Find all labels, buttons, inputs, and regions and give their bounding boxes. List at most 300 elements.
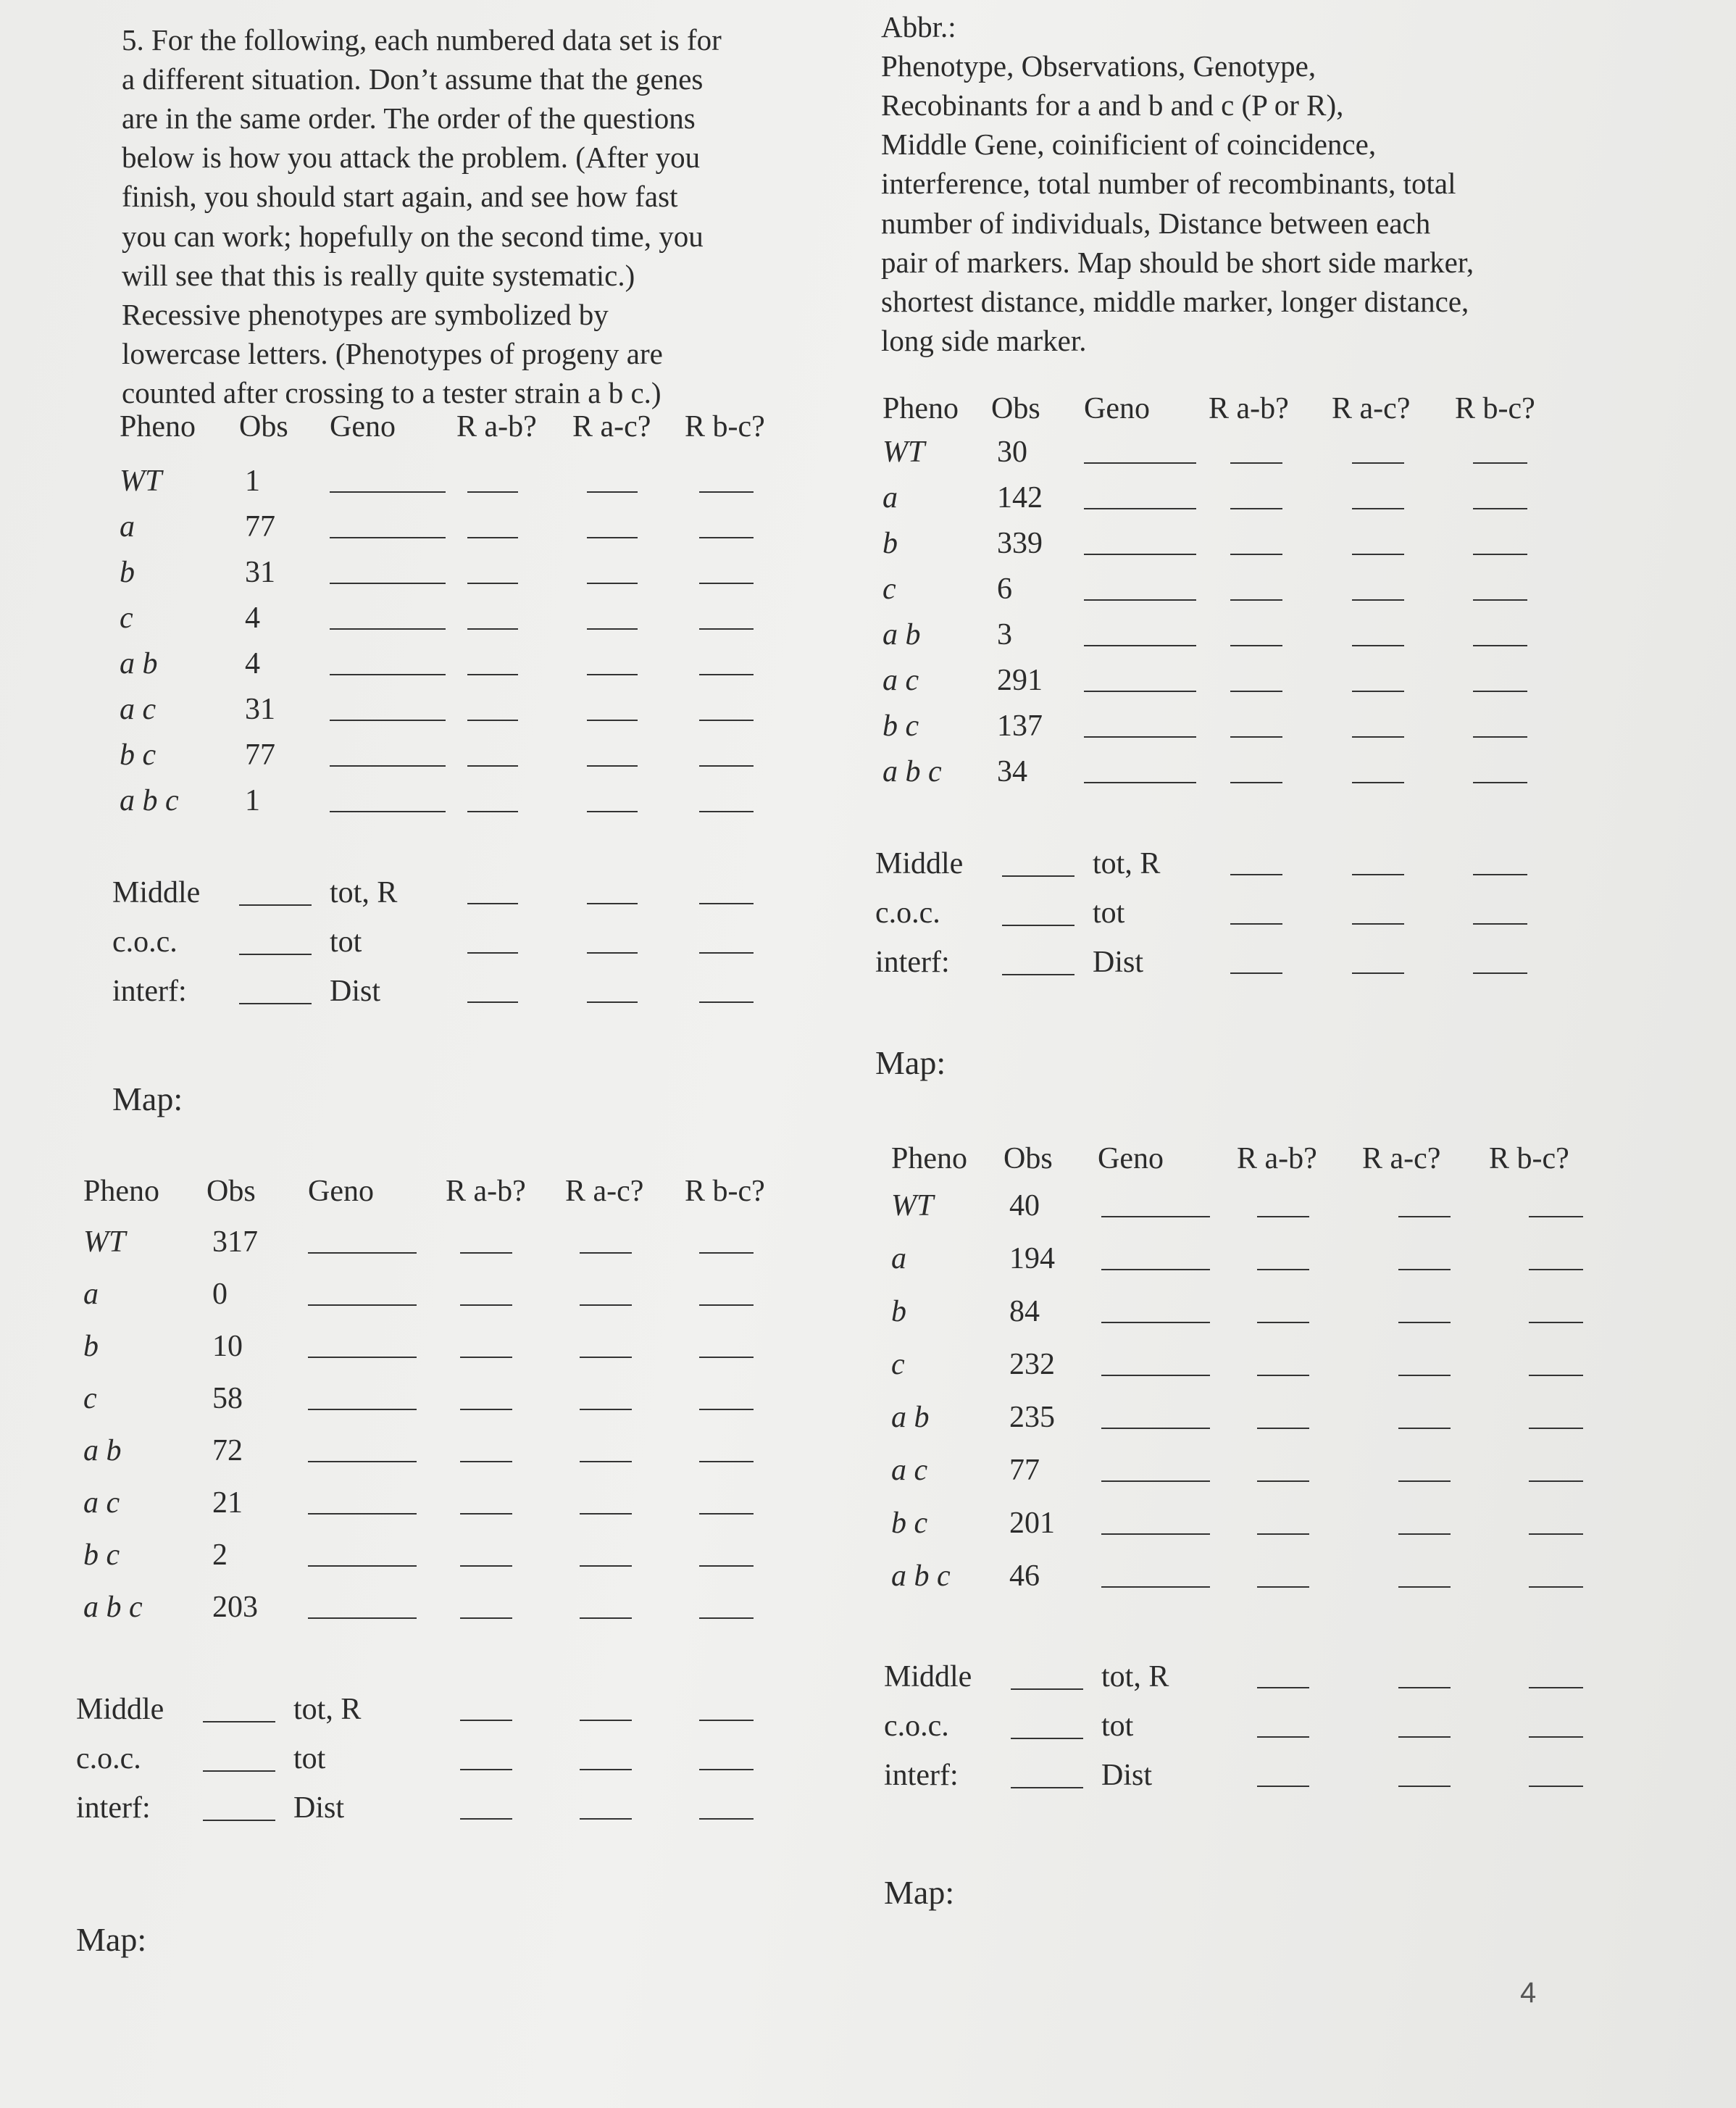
header-rab: R a-b? [1209,392,1289,425]
recombinant-answer-blank[interactable] [1529,1428,1583,1429]
totr-answer-blank[interactable] [699,903,754,904]
genotype-answer-blank[interactable] [330,583,446,584]
observation-count: 235 [1009,1401,1055,1434]
tot-answer-blank[interactable] [1473,923,1527,925]
recombinant-answer-blank[interactable] [699,628,754,630]
intro-line: 5. For the following, each numbered data set is for [122,23,722,57]
recombinant-answer-blank[interactable] [467,765,518,767]
header-rac: R a-c? [1332,392,1411,425]
footer-label-dist: Dist [1101,1759,1153,1792]
recombinant-answer-blank[interactable] [1473,462,1527,464]
recombinant-answer-blank[interactable] [1398,1216,1451,1217]
recombinant-answer-blank[interactable] [1398,1269,1451,1270]
recombinant-answer-blank[interactable] [467,628,518,630]
genotype-answer-blank[interactable] [308,1304,417,1306]
recombinant-answer-blank[interactable] [699,1565,754,1567]
recombinant-answer-blank[interactable] [1398,1586,1451,1588]
header-rab: R a-b? [456,410,537,443]
observation-count: 84 [1009,1295,1040,1328]
footer-label-tot: tot [1093,896,1125,930]
abbr-line: long side marker. [881,323,1087,357]
observation-count: 142 [997,481,1043,514]
dist-answer-blank[interactable] [580,1818,632,1820]
recombinant-answer-blank[interactable] [1230,508,1282,509]
recombinant-answer-blank[interactable] [1352,782,1404,783]
genotype-answer-blank[interactable] [1084,782,1196,783]
phenotype-cell: a b c [882,755,942,788]
phenotype-cell: a b [882,618,921,651]
recombinant-answer-blank[interactable] [699,1617,754,1619]
recombinant-answer-blank[interactable] [699,765,754,767]
genotype-answer-blank[interactable] [1084,599,1196,601]
intro-line: you can work; hopefully on the second time, you [122,219,704,253]
genotype-answer-blank[interactable] [308,1461,417,1462]
totr-answer-blank[interactable] [1230,874,1282,875]
dist-answer-blank[interactable] [467,1001,518,1003]
header-rbc: R b-c? [685,1175,765,1208]
observation-count: 31 [245,693,275,726]
footer-label-coc: c.o.c. [884,1709,949,1743]
totr-answer-blank[interactable] [1257,1687,1309,1688]
tot-answer-blank[interactable] [1352,923,1404,925]
interf-answer-blank[interactable] [239,1003,312,1004]
observation-count: 4 [245,601,260,635]
recombinant-answer-blank[interactable] [1473,599,1527,601]
recombinant-answer-blank[interactable] [587,674,638,675]
recombinant-answer-blank[interactable] [1473,508,1527,509]
recombinant-answer-blank[interactable] [1230,645,1282,646]
abbr-line: Middle Gene, coinificient of coincidence, [881,128,1377,162]
genotype-answer-blank[interactable] [1101,1216,1210,1217]
header-pheno: Pheno [120,410,196,443]
recombinant-answer-blank[interactable] [587,537,638,538]
middle-answer-blank[interactable] [203,1721,275,1722]
genotype-answer-blank[interactable] [1101,1322,1210,1323]
header-geno: Geno [1098,1142,1164,1175]
recombinant-answer-blank[interactable] [699,1409,754,1410]
recombinant-answer-blank[interactable] [1230,691,1282,692]
recombinant-answer-blank[interactable] [1257,1586,1309,1588]
observation-count: 77 [1009,1454,1040,1487]
interf-answer-blank[interactable] [203,1820,275,1821]
observation-count: 72 [212,1434,243,1467]
header-rbc: R b-c? [1455,392,1535,425]
phenotype-cell: c [891,1348,905,1381]
map-label: Map: [875,1044,946,1081]
footer-label-totr: tot, R [330,876,398,909]
recombinant-answer-blank[interactable] [1352,508,1404,509]
footer-label-interf: interf: [76,1791,151,1825]
tot-answer-blank[interactable] [699,952,754,954]
recombinant-answer-blank[interactable] [699,1304,754,1306]
footer-label-middle: Middle [76,1693,164,1726]
genotype-answer-blank[interactable] [308,1565,417,1567]
phenotype-cell: a [120,510,135,543]
recombinant-answer-blank[interactable] [1398,1533,1451,1535]
intro-line: finish, you should start again, and see how fast [122,180,678,214]
recombinant-answer-blank[interactable] [1352,462,1404,464]
genotype-answer-blank[interactable] [1084,554,1196,555]
recombinant-answer-blank[interactable] [580,1357,632,1358]
middle-answer-blank[interactable] [239,904,312,906]
tot-answer-blank[interactable] [1529,1736,1583,1738]
dist-answer-blank[interactable] [1352,972,1404,974]
header-rbc: R b-c? [1489,1142,1569,1175]
genotype-answer-blank[interactable] [330,537,446,538]
coc-answer-blank[interactable] [203,1770,275,1772]
recombinant-answer-blank[interactable] [1529,1586,1583,1588]
recombinant-answer-blank[interactable] [460,1409,512,1410]
header-rac: R a-c? [1362,1142,1441,1175]
footer-label-coc: c.o.c. [875,896,940,930]
recombinant-answer-blank[interactable] [467,674,518,675]
recombinant-answer-blank[interactable] [699,583,754,584]
recombinant-answer-blank[interactable] [699,537,754,538]
header-geno: Geno [308,1175,374,1208]
genotype-answer-blank[interactable] [1101,1375,1210,1376]
recombinant-answer-blank[interactable] [1398,1480,1451,1482]
phenotype-cell: a b [891,1401,930,1434]
observation-count: 21 [212,1486,243,1520]
observation-count: 46 [1009,1559,1040,1593]
recombinant-answer-blank[interactable] [1352,599,1404,601]
observation-count: 232 [1009,1348,1055,1381]
recombinant-answer-blank[interactable] [1529,1533,1583,1535]
genotype-answer-blank[interactable] [308,1252,417,1254]
genotype-answer-blank[interactable] [1084,736,1196,738]
totr-answer-blank[interactable] [699,1720,754,1721]
phenotype-cell: WT [882,436,925,469]
recombinant-answer-blank[interactable] [1257,1269,1309,1270]
recombinant-answer-blank[interactable] [587,765,638,767]
coc-answer-blank[interactable] [1011,1738,1083,1739]
recombinant-answer-blank[interactable] [1257,1480,1309,1482]
genotype-answer-blank[interactable] [1101,1269,1210,1270]
recombinant-answer-blank[interactable] [460,1461,512,1462]
footer-label-tot: tot [1101,1709,1134,1743]
recombinant-answer-blank[interactable] [460,1513,512,1515]
recombinant-answer-blank[interactable] [467,537,518,538]
recombinant-answer-blank[interactable] [699,674,754,675]
footer-label-tot: tot [330,925,362,959]
intro-line: a different situation. Don’t assume that the genes [122,62,704,96]
header-pheno: Pheno [882,392,959,425]
observation-count: 137 [997,709,1043,743]
genotype-answer-blank[interactable] [330,628,446,630]
genotype-answer-blank[interactable] [330,674,446,675]
recombinant-answer-blank[interactable] [1398,1428,1451,1429]
totr-answer-blank[interactable] [1398,1687,1451,1688]
genotype-answer-blank[interactable] [1084,691,1196,692]
recombinant-answer-blank[interactable] [1352,691,1404,692]
observation-count: 0 [212,1278,228,1311]
tot-answer-blank[interactable] [580,1769,632,1770]
map-label: Map: [76,1921,147,1958]
genotype-answer-blank[interactable] [1101,1533,1210,1535]
observation-count: 1 [245,784,260,817]
recombinant-answer-blank[interactable] [1473,736,1527,738]
recombinant-answer-blank[interactable] [580,1409,632,1410]
observation-count: 194 [1009,1242,1055,1275]
header-obs: Obs [206,1175,256,1208]
phenotype-cell: a [891,1242,906,1275]
footer-label-interf: interf: [884,1759,959,1792]
totr-answer-blank[interactable] [467,903,518,904]
recombinant-answer-blank[interactable] [580,1617,632,1619]
recombinant-answer-blank[interactable] [1352,554,1404,555]
intro-line: lowercase letters. (Phenotypes of progeny are [122,336,663,370]
phenotype-cell: a b c [891,1559,951,1593]
recombinant-answer-blank[interactable] [1352,736,1404,738]
dist-answer-blank[interactable] [699,1818,754,1820]
recombinant-answer-blank[interactable] [467,583,518,584]
recombinant-answer-blank[interactable] [1529,1480,1583,1482]
recombinant-answer-blank[interactable] [460,1357,512,1358]
phenotype-cell: b [83,1330,99,1363]
recombinant-answer-blank[interactable] [467,720,518,721]
observation-count: 201 [1009,1507,1055,1540]
header-rac: R a-c? [572,410,651,443]
recombinant-answer-blank[interactable] [1529,1269,1583,1270]
observation-count: 3 [997,618,1012,651]
interf-answer-blank[interactable] [1011,1787,1083,1788]
footer-label-totr: tot, R [1093,847,1161,880]
observation-count: 10 [212,1330,243,1363]
observation-count: 2 [212,1538,228,1572]
genotype-answer-blank[interactable] [1084,508,1196,509]
middle-answer-blank[interactable] [1002,875,1074,877]
recombinant-answer-blank[interactable] [580,1252,632,1254]
coc-answer-blank[interactable] [1002,925,1074,926]
interf-answer-blank[interactable] [1002,974,1074,975]
footer-label-interf: interf: [875,946,950,979]
footer-label-dist: Dist [1093,946,1144,979]
tot-answer-blank[interactable] [699,1769,754,1770]
genotype-answer-blank[interactable] [1084,645,1196,646]
recombinant-answer-blank[interactable] [699,1357,754,1358]
intro-line: Recessive phenotypes are symbolized by [122,297,609,331]
recombinant-answer-blank[interactable] [587,491,638,493]
genotype-answer-blank[interactable] [308,1513,417,1515]
footer-label-interf: interf: [112,975,187,1008]
intro-line: counted after crossing to a tester strain a b c.) [122,375,662,409]
phenotype-cell: b c [83,1538,120,1572]
recombinant-answer-blank[interactable] [699,491,754,493]
phenotype-cell: a b [120,647,158,680]
tot-answer-blank[interactable] [467,952,518,954]
observation-count: 291 [997,664,1043,697]
recombinant-answer-blank[interactable] [1230,554,1282,555]
recombinant-answer-blank[interactable] [1257,1533,1309,1535]
problem-instructions [122,20,832,412]
recombinant-answer-blank[interactable] [1257,1428,1309,1429]
recombinant-answer-blank[interactable] [587,720,638,721]
recombinant-answer-blank[interactable] [1529,1375,1583,1376]
genotype-answer-blank[interactable] [1101,1586,1210,1588]
dist-answer-blank[interactable] [1230,972,1282,974]
genotype-answer-blank[interactable] [1101,1480,1210,1482]
dist-answer-blank[interactable] [1398,1786,1451,1787]
recombinant-answer-blank[interactable] [1230,782,1282,783]
recombinant-answer-blank[interactable] [699,1461,754,1462]
genotype-answer-blank[interactable] [330,720,446,721]
genotype-answer-blank[interactable] [330,765,446,767]
intro-line: are in the same order. The order of the questions [122,101,696,136]
phenotype-cell: a c [83,1486,120,1520]
footer-label-middle: Middle [884,1660,972,1694]
phenotype-cell: WT [83,1225,126,1259]
recombinant-answer-blank[interactable] [699,811,754,812]
header-geno: Geno [1084,392,1150,425]
intro-line: below is how you attack the problem. (After you [122,141,701,175]
dist-answer-blank[interactable] [1473,972,1527,974]
recombinant-answer-blank[interactable] [587,628,638,630]
observation-count: 77 [245,510,275,543]
genotype-answer-blank[interactable] [308,1617,417,1619]
observation-count: 203 [212,1591,258,1624]
phenotype-cell: c [83,1382,97,1415]
genotype-answer-blank[interactable] [330,491,446,493]
abbr-line: number of individuals, Distance between each [881,206,1431,240]
observation-count: 77 [245,738,275,772]
tot-answer-blank[interactable] [1398,1736,1451,1738]
dist-answer-blank[interactable] [699,1001,754,1003]
dist-answer-blank[interactable] [1257,1786,1309,1787]
recombinant-answer-blank[interactable] [580,1461,632,1462]
header-pheno: Pheno [891,1142,967,1175]
recombinant-answer-blank[interactable] [1352,645,1404,646]
abbreviations-note [881,7,1606,360]
page-number: 4 [1520,1977,1537,2009]
totr-answer-blank[interactable] [460,1720,512,1721]
totr-answer-blank[interactable] [1529,1687,1583,1688]
header-obs: Obs [991,392,1040,425]
recombinant-answer-blank[interactable] [580,1565,632,1567]
observation-count: 1 [245,464,260,498]
dist-answer-blank[interactable] [587,1001,638,1003]
recombinant-answer-blank[interactable] [1473,645,1527,646]
recombinant-answer-blank[interactable] [1398,1375,1451,1376]
genotype-answer-blank[interactable] [330,811,446,812]
observation-count: 31 [245,556,275,589]
header-rbc: R b-c? [685,410,765,443]
recombinant-answer-blank[interactable] [1529,1322,1583,1323]
observation-count: 34 [997,755,1027,788]
phenotype-cell: b c [120,738,157,772]
totr-answer-blank[interactable] [1473,874,1527,875]
recombinant-answer-blank[interactable] [699,1513,754,1515]
map-label: Map: [112,1080,183,1117]
observation-count: 4 [245,647,260,680]
footer-label-middle: Middle [875,847,964,880]
header-rac: R a-c? [565,1175,644,1208]
recombinant-answer-blank[interactable] [1257,1375,1309,1376]
observation-count: 30 [997,436,1027,469]
recombinant-answer-blank[interactable] [1473,691,1527,692]
observation-count: 339 [997,527,1043,560]
phenotype-cell: WT [891,1189,934,1222]
genotype-answer-blank[interactable] [1101,1428,1210,1429]
recombinant-answer-blank[interactable] [1257,1216,1309,1217]
intro-line: will see that this is really quite systematic.) [122,258,635,292]
genotype-answer-blank[interactable] [308,1357,417,1358]
genotype-answer-blank[interactable] [1084,462,1196,464]
abbr-line: pair of markers. Map should be short side marker, [881,245,1474,279]
recombinant-answer-blank[interactable] [467,811,518,812]
recombinant-answer-blank[interactable] [1230,462,1282,464]
footer-label-dist: Dist [293,1791,345,1825]
recombinant-answer-blank[interactable] [580,1304,632,1306]
dist-answer-blank[interactable] [1529,1786,1583,1787]
genotype-answer-blank[interactable] [308,1409,417,1410]
phenotype-cell: WT [120,464,162,498]
footer-label-tot: tot [293,1742,326,1775]
recombinant-answer-blank[interactable] [460,1565,512,1567]
recombinant-answer-blank[interactable] [1230,736,1282,738]
footer-label-middle: Middle [112,876,201,909]
phenotype-cell: c [882,572,896,606]
recombinant-answer-blank[interactable] [1257,1322,1309,1323]
recombinant-answer-blank[interactable] [1529,1216,1583,1217]
header-rab: R a-b? [1237,1142,1317,1175]
phenotype-cell: b [891,1295,906,1328]
phenotype-cell: c [120,601,133,635]
totr-answer-blank[interactable] [1352,874,1404,875]
recombinant-answer-blank[interactable] [699,720,754,721]
coc-answer-blank[interactable] [239,954,312,955]
recombinant-answer-blank[interactable] [1230,599,1282,601]
footer-label-totr: tot, R [293,1693,362,1726]
recombinant-answer-blank[interactable] [587,811,638,812]
header-geno: Geno [330,410,396,443]
recombinant-answer-blank[interactable] [460,1304,512,1306]
phenotype-cell: a c [882,664,919,697]
observation-count: 40 [1009,1189,1040,1222]
recombinant-answer-blank[interactable] [460,1252,512,1254]
middle-answer-blank[interactable] [1011,1688,1083,1690]
recombinant-answer-blank[interactable] [1473,782,1527,783]
header-obs: Obs [239,410,288,443]
footer-label-coc: c.o.c. [112,925,178,959]
observation-count: 6 [997,572,1012,606]
tot-answer-blank[interactable] [1230,923,1282,925]
phenotype-cell: b [120,556,135,589]
recombinant-answer-blank[interactable] [587,583,638,584]
recombinant-answer-blank[interactable] [467,491,518,493]
phenotype-cell: a b c [83,1591,143,1624]
totr-answer-blank[interactable] [587,903,638,904]
tot-answer-blank[interactable] [460,1769,512,1770]
tot-answer-blank[interactable] [1257,1736,1309,1738]
phenotype-cell: b c [882,709,919,743]
abbr-line: Recobinants for a and b and c (P or R), [881,88,1344,122]
phenotype-cell: b [882,527,898,560]
observation-count: 317 [212,1225,258,1259]
tot-answer-blank[interactable] [587,952,638,954]
abbr-line: Abbr.: [881,10,956,43]
dist-answer-blank[interactable] [460,1818,512,1820]
footer-label-coc: c.o.c. [76,1742,141,1775]
phenotype-cell: a b c [120,784,179,817]
abbr-line: interference, total number of recombinants, total [881,167,1456,201]
recombinant-answer-blank[interactable] [1473,554,1527,555]
header-obs: Obs [1003,1142,1053,1175]
recombinant-answer-blank[interactable] [580,1513,632,1515]
recombinant-answer-blank[interactable] [699,1252,754,1254]
totr-answer-blank[interactable] [580,1720,632,1721]
recombinant-answer-blank[interactable] [1398,1322,1451,1323]
recombinant-answer-blank[interactable] [460,1617,512,1619]
